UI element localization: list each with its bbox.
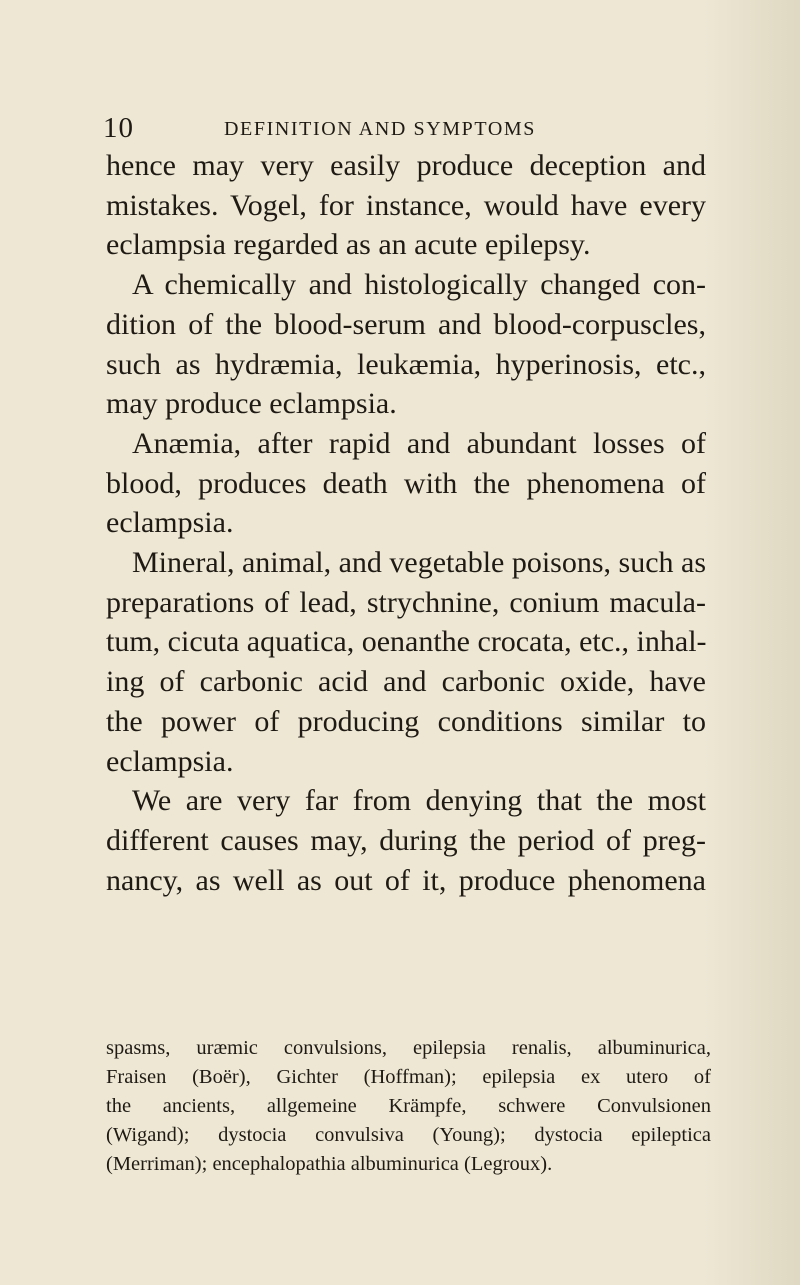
footnote-line: Fraisen (Boër), Gichter (Hoffman); epilepsia ex utero of [106, 1066, 711, 1088]
body-line: ing of carbonic acid and carbonic oxide, have [106, 665, 706, 699]
footnote-line: spasms, uræmic convulsions, epilepsia renalis, albuminurica, [106, 1037, 711, 1059]
body-text [106, 146, 706, 900]
body-line: may produce eclampsia. [106, 387, 397, 421]
footnote-line: (Merriman); encephalopathia albuminurica (Legroux). [106, 1153, 553, 1175]
body-line: We are very far from denying that the most [132, 784, 706, 818]
body-line: Anæmia, after rapid and abundant losses of [132, 426, 706, 460]
body-line: different causes may, during the period of preg- [106, 823, 706, 857]
body-line: blood, produces death with the phenomena of [106, 466, 706, 500]
body-line: such as hydræmia, leukæmia, hyperinosis, etc., [106, 347, 706, 381]
body-line: tum, cicuta aquatica, oenanthe crocata, etc., inhal- [106, 625, 707, 659]
footnote-line: (Wigand); dystocia convulsiva (Young); dystocia epileptica [106, 1124, 711, 1146]
body-line: eclampsia. [106, 506, 234, 540]
body-line: dition of the blood-serum and blood-corpuscles, [106, 307, 706, 341]
body-line: eclampsia regarded as an acute epilepsy. [106, 228, 591, 262]
body-line: mistakes. Vogel, for instance, would have every [106, 188, 706, 222]
page-number: 10 [103, 112, 134, 144]
running-head: DEFINITION AND SYMPTOMS [224, 118, 537, 140]
body-line: A chemically and histologically changed con- [132, 268, 706, 302]
body-line: Mineral, animal, and vegetable poisons, such as [132, 546, 707, 580]
body-line: hence may very easily produce deception and [106, 149, 706, 182]
footnote [106, 1034, 711, 1179]
footnote-line: the ancients, allgemeine Krämpfe, schwere Convulsionen [106, 1095, 711, 1117]
body-line: nancy, as well as out of it, produce phenomena [106, 863, 706, 897]
body-line: preparations of lead, strychnine, conium macula- [106, 585, 706, 619]
body-line: the power of producing conditions similar to [106, 704, 706, 738]
body-line: eclampsia. [106, 744, 234, 778]
